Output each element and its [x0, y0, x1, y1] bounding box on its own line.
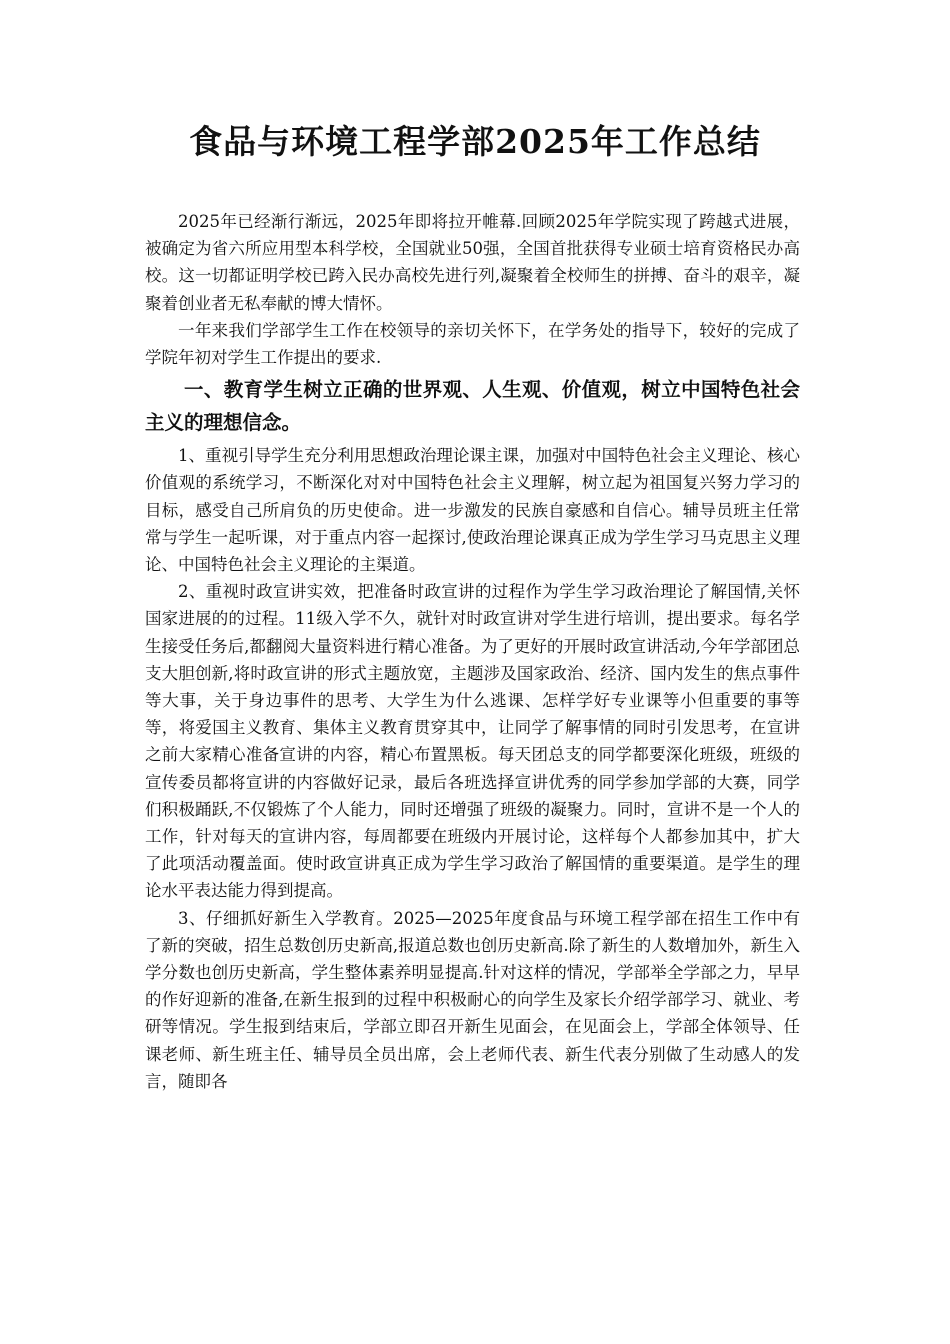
document-title: 食品与环境工程学部2025年工作总结 [189, 122, 761, 161]
intro-paragraph: 一年来我们学部学生工作在校领导的亲切关怀下，在学务处的指导下，较好的完成了学院年初对学生工作提出的要求. [145, 320, 800, 368]
document-body [145, 208, 800, 1095]
section-item: 3、仔细抓好新生入学教育。2025—2025年度食品与环境工程学部在招生工作中有了新的突破，招生总数创历史新高,报道总数也创历史新高.除了新生的人数增加外，新生入学分数也创历史新高，学生整体素养明显提高.针对这样的情况，学部举全学部之力，早早的作好迎新的准备,在新生报到的过程中积极耐心的向学生及家长介绍学部学习、就业、考研等情况。学生报到结束后，学部立即召开新生见面会，在见面会上，学部全体领导、任课老师、新生班主任、辅导员全员出席，会上老师代表、新生代表分别做了生动感人的发言，随即各 [145, 908, 800, 1091]
section-heading: 一、教育学生树立正确的世界观、人生观、价值观，树立中国特色社会主义的理想信念。 [145, 378, 800, 435]
section-item: 2、重视时政宣讲实效，把准备时政宣讲的过程作为学生学习政治理论了解国情,关怀国家进展的的过程。11级入学不久，就针对时政宣讲对学生进行培训，提出要求。每名学生接受任务后,都翻阅大量资料进行精心准备。为了更好的开展时政宣讲活动,今年学部团总支大胆创新,将时政宣讲的形式主题放宽，主题涉及国家政治、经济、国内发生的焦点事件等大事，关于身边事件的思考、大学生为什么逃课、怎样学好专业课等小但重要的事等等，将爱国主义教育、集体主义教育贯穿其中，让同学了解事情的同时引发思考，在宣讲之前大家精心准备宣讲的内容，精心布置黑板。每天团总支的同学都要深化班级，班级的宣传委员都将宣讲的内容做好记录，最后各班选择宣讲优秀的同学参加学部的大赛，同学们积极踊跃,不仅锻炼了个人能力，同时还增强了班级的凝聚力。同时，宣讲不是一个人的工作，针对每天的宣讲内容，每周都要在班级内开展讨论，这样每个人都参加其中，扩大了此项活动覆盖面。使时政宣讲真正成为学生学习政治了解国情的重要渠道。是学生的理论水平表达能力得到提高。 [145, 582, 800, 901]
section-item: 1、重视引导学生充分利用思想政治理论课主课，加强对中国特色社会主义理论、核心价值观的系统学习，不断深化对对中国特色社会主义理解，树立起为祖国复兴努力学习的目标，感受自己所肩负的历史使命。进一步激发的民族自豪感和自信心。辅导员班主任常常与学生一起听课，对于重点内容一起探讨,使政治理论课真正成为学生学习马克思主义理论、中国特色社会主义理论的主渠道。 [145, 446, 800, 575]
intro-paragraph: 2025年已经渐行渐远，2025年即将拉开帷幕.回顾2025年学院实现了跨越式进展，被确定为省六所应用型本科学校，全国就业50强，全国首批获得专业硕士培育资格民办高校。这一切都证明学校已跨入民办高校先进行列,凝聚着全校师生的拼搏、奋斗的艰辛，凝聚着创业者无私奉献的博大情怀。 [145, 212, 800, 313]
